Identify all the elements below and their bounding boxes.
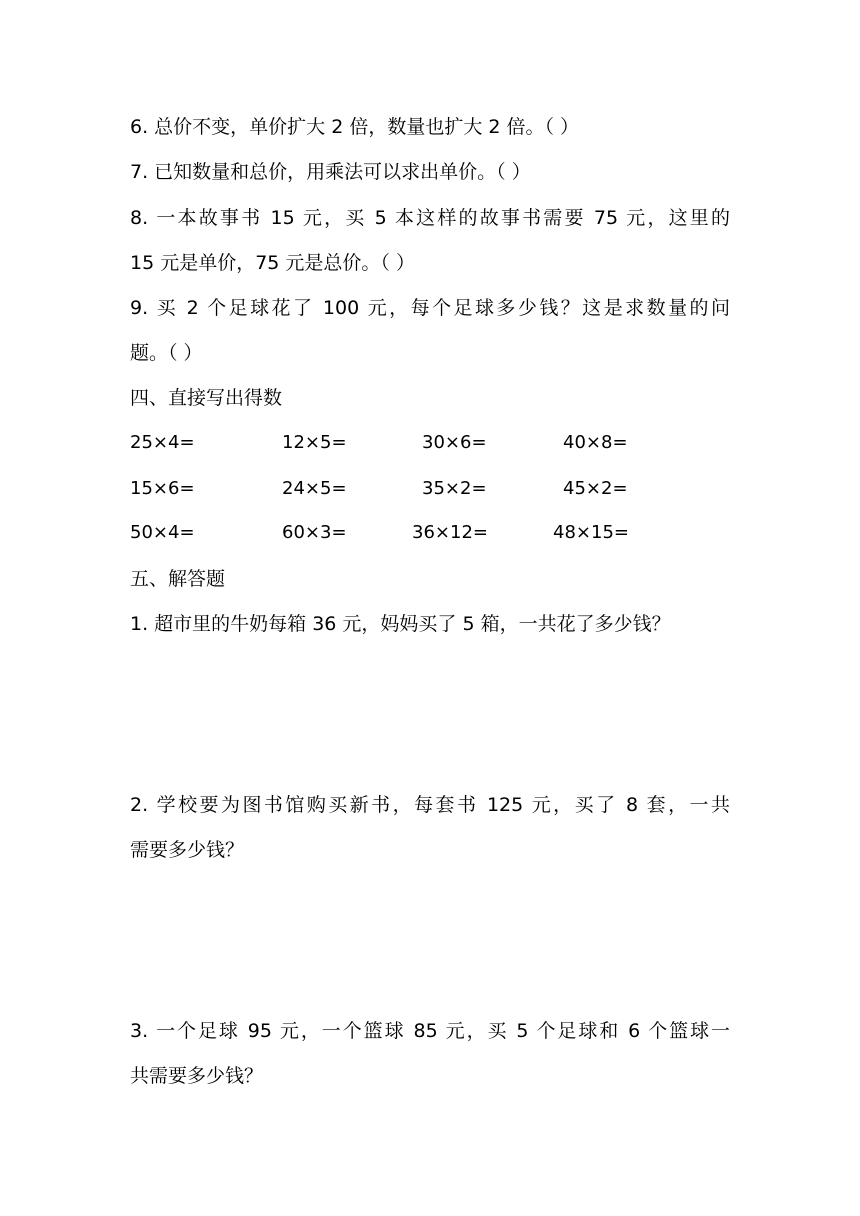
calc-item: 30×6= xyxy=(422,432,487,453)
section-5-heading: 五、解答题 xyxy=(130,568,226,590)
word-problem-1: 1. 超市里的牛奶每箱 36 元，妈妈买了 5 箱，一共花了多少钱？ xyxy=(130,613,671,635)
calc-item: 45×2= xyxy=(563,478,628,499)
word-problem-2-line-1: 2. 学校要为图书馆购买新书，每套书 125 元，买了 8 套，一共 xyxy=(130,794,730,816)
section-4-heading: 四、直接写出得数 xyxy=(130,387,283,409)
calc-item: 24×5= xyxy=(282,478,347,499)
calc-item: 36×12= xyxy=(412,522,488,543)
judgement-question-6: 6. 总价不变，单价扩大 2 倍，数量也扩大 2 倍。（ ） xyxy=(130,116,580,138)
judgement-question-8-line-1: 8. 一本故事书 15 元，买 5 本这样的故事书需要 75 元，这里的 xyxy=(130,207,730,229)
calc-item: 35×2= xyxy=(422,478,487,499)
calc-item: 15×6= xyxy=(130,478,195,499)
calc-item: 60×3= xyxy=(282,522,347,543)
word-problem-3-line-2: 共需要多少钱？ xyxy=(130,1065,264,1087)
judgement-question-8-line-2: 15 元是单价，75 元是总价。（ ） xyxy=(130,252,415,274)
calc-item: 40×8= xyxy=(563,432,628,453)
word-problem-2-line-2: 需要多少钱？ xyxy=(130,839,245,861)
judgement-question-9-line-1: 9. 买 2 个足球花了 100 元，每个足球多少钱？这是求数量的问 xyxy=(130,297,730,319)
calc-item: 12×5= xyxy=(282,432,347,453)
calc-item: 50×4= xyxy=(130,522,195,543)
judgement-question-9-line-2: 题。（ ） xyxy=(130,342,203,364)
calc-item: 25×4= xyxy=(130,432,195,453)
judgement-question-7: 7. 已知数量和总价，用乘法可以求出单价。（ ） xyxy=(130,161,531,183)
calc-item: 48×15= xyxy=(553,522,629,543)
word-problem-3-line-1: 3. 一个足球 95 元，一个篮球 85 元，买 5 个足球和 6 个篮球一 xyxy=(130,1020,730,1042)
